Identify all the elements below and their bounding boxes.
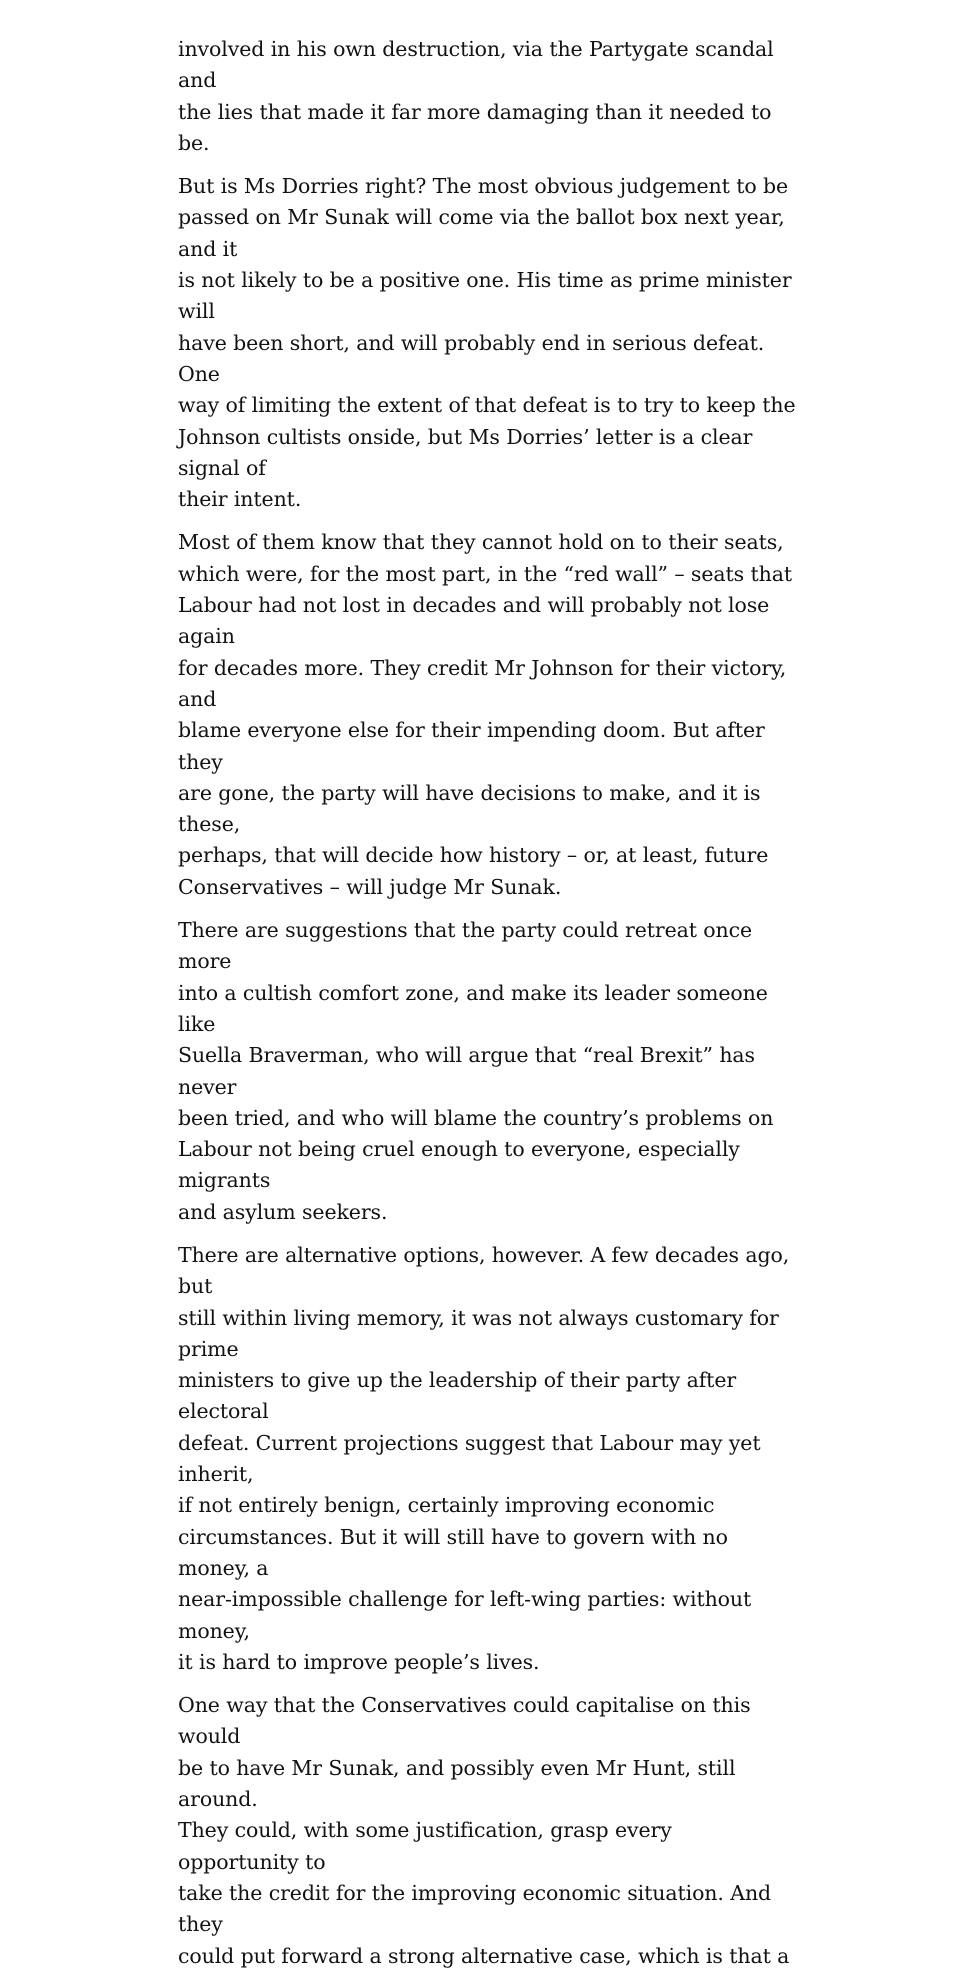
article-paragraph: Most of them know that they cannot hold on to their seats, which were, for the most part, in the “red wall” – seats that Labour had not lost in decades and will probably not lose again for decades more. They credit Mr Johnson for their victory, and blame everyone else for their impending doom. But after they are gone, the party will have decisions to make, and it is these, perhaps, that will decide how history – or, at least, future Conservatives – will judge Mr Sunak. (178, 530, 792, 899)
article-paragraph: But is Ms Dorries right? The most obvious judgement to be passed on Mr Sunak will come via the ballot box next year, and it is not likely to be a positive one. His time as prime minister will have been short, and will probably end in serious defeat. One way of limiting the extent of that defeat is to try to keep the Johnson cultists onside, but Ms Dorries’ letter is a clear signal of their intent. (178, 174, 796, 512)
article-body (178, 34, 798, 1972)
article-paragraph: involved in his own destruction, via the Partygate scandal and the lies that made it far more damaging than it needed to be. (178, 37, 774, 155)
article-paragraph: One way that the Conservatives could capitalise on this would be to have Mr Sunak, and possibly even Mr Hunt, still around. They could, with some justification, grasp every opportunity to take the credit for the improving economic situation. And they could put forward a strong alternative case, which is that a (178, 1693, 790, 1968)
article-paragraph: There are alternative options, however. A few decades ago, but still within living memory, it was not always customary for prime ministers to give up the leadership of their party after electoral defeat. Current projections suggest that Labour may yet inherit, if not entirely benign, certainly improving economic circumstances. But it will still have to govern with no money, a near-impossible challenge for left-wing parties: without money, it is hard to improve people’s lives. (178, 1242, 790, 1674)
article-paragraph: There are suggestions that the party could retreat once more into a cultish comfort zone, and make its leader someone like Suella Braverman, who will argue that “real Brexit” has never been tried, and who will blame the country’s problems on Labour not being cruel enough to everyone, especially migrants and asylum seekers. (178, 918, 774, 1224)
